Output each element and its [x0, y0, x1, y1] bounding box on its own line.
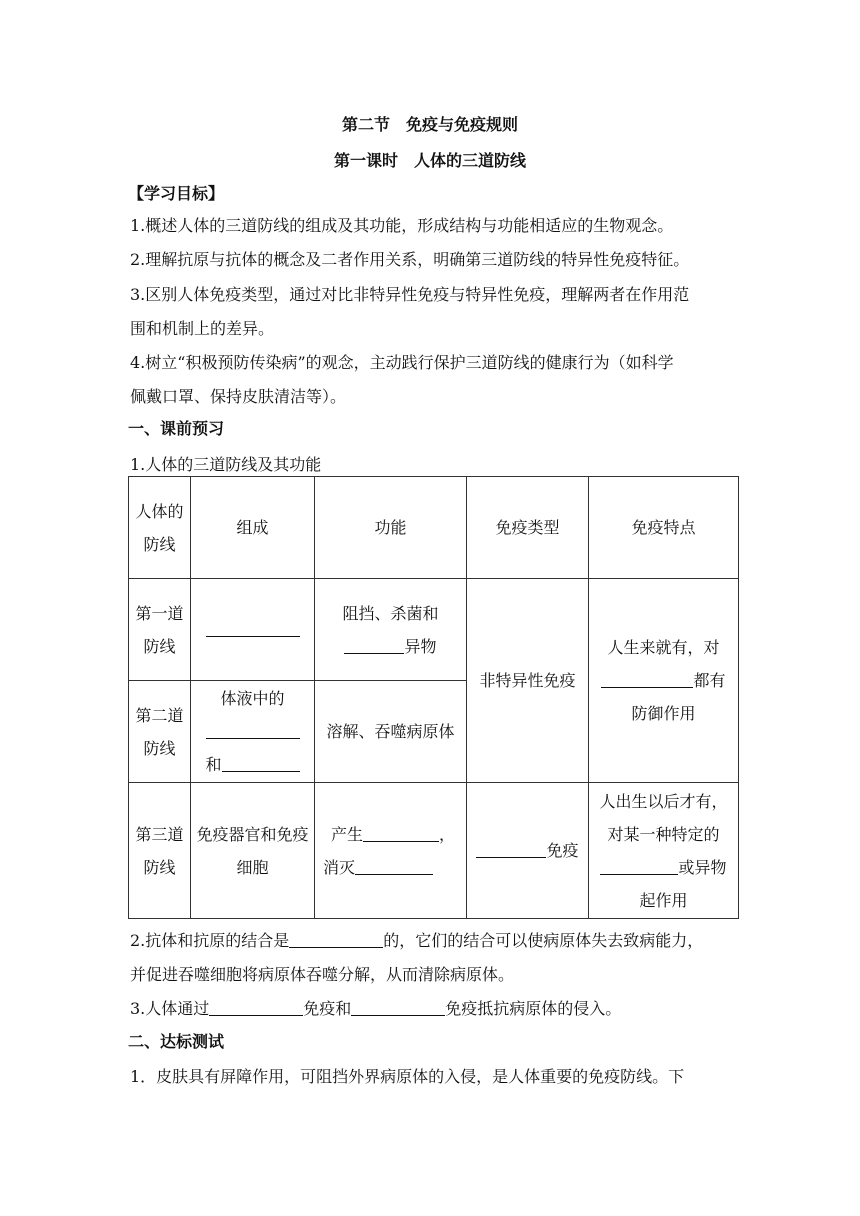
blank-specific-feature[interactable]: [600, 858, 678, 875]
first-line-name: 第一道防线: [129, 579, 191, 681]
blank-third-function-b[interactable]: [355, 858, 433, 875]
objectives-heading: 【学习目标】: [128, 184, 225, 203]
test-heading: 二、达标测试: [128, 1032, 225, 1051]
header-feature: 免疫特点: [589, 477, 739, 579]
nonspecific-type: 非特异性免疫: [467, 579, 589, 783]
blank-second-composition-b[interactable]: [222, 755, 300, 772]
third-line-composition: 免疫器官和免疫细胞: [191, 783, 315, 919]
blank-specific-type[interactable]: [476, 841, 546, 858]
objective-3-cont: 围和机制上的差异。: [130, 319, 275, 338]
blank-first-composition[interactable]: [206, 620, 300, 637]
defense-table: [128, 476, 739, 919]
third-line-name: 第三道防线: [129, 783, 191, 919]
blank-q3-b[interactable]: [351, 999, 445, 1016]
second-line-composition: 体液中的 和: [191, 681, 315, 783]
page-subtitle: 第一课时 人体的三道防线: [333, 151, 526, 170]
specific-feature: 人出生以后才有， 对某一种特定的 或异物 起作用: [589, 783, 739, 919]
second-line-function: 溶解、吞噬病原体: [315, 681, 467, 783]
test-question-1: 1．皮肤具有屏障作用，可阻挡外界病原体的入侵，是人体重要的免疫防线。下: [130, 1067, 685, 1086]
question-3: 3.人体通过 免疫和 免疫抵抗病原体的侵入。: [130, 999, 622, 1018]
blank-first-function[interactable]: [344, 637, 404, 654]
objective-4-cont: 佩戴口罩、保持皮肤清洁等）。: [130, 387, 347, 406]
blank-second-composition-a[interactable]: [206, 722, 300, 739]
third-line-function: 产生 ， 消灭: [315, 783, 467, 919]
question-2-line-1: 2.抗体和抗原的结合是 的，它们的结合可以使病原体失去致病能力，: [130, 931, 704, 950]
header-function: 功能: [315, 477, 467, 579]
second-line-name: 第二道防线: [129, 681, 191, 783]
question-2-line-2: 并促进吞噬细胞将病原体吞噬分解，从而清除病原体。: [130, 965, 515, 984]
header-line: 人体的防线: [129, 477, 191, 579]
table-row-third-line: [129, 783, 739, 919]
blank-q2[interactable]: [289, 931, 383, 948]
header-type: 免疫类型: [467, 477, 589, 579]
objective-3: 3.区别人体免疫类型，通过对比非特异性免疫与特异性免疫，理解两者在作用范: [130, 285, 690, 304]
table-title: 1.人体的三道防线及其功能: [130, 455, 322, 474]
first-line-composition: [191, 579, 315, 681]
blank-q3-a[interactable]: [209, 999, 303, 1016]
header-composition: 组成: [191, 477, 315, 579]
objective-4: 4.树立“积极预防传染病”的观念，主动践行保护三道防线的健康行为（如科学: [130, 353, 674, 372]
table-row-first-line: [129, 579, 739, 681]
blank-third-function-a[interactable]: [363, 825, 439, 842]
specific-type: 免疫: [467, 783, 589, 919]
nonspecific-feature: 人生来就有，对 都有 防御作用: [589, 579, 739, 783]
objective-1: 1.概述人体的三道防线的组成及其功能，形成结构与功能相适应的生物观念。: [130, 216, 674, 235]
preview-heading: 一、课前预习: [128, 419, 225, 438]
table-header-row: [129, 477, 739, 579]
page-title: 第二节 免疫与免疫规则: [341, 115, 518, 134]
objective-2: 2.理解抗原与抗体的概念及二者作用关系，明确第三道防线的特异性免疫特征。: [130, 250, 690, 269]
first-line-function: 阻挡、杀菌和 异物: [315, 579, 467, 681]
blank-nonspecific-feature[interactable]: [601, 671, 693, 688]
